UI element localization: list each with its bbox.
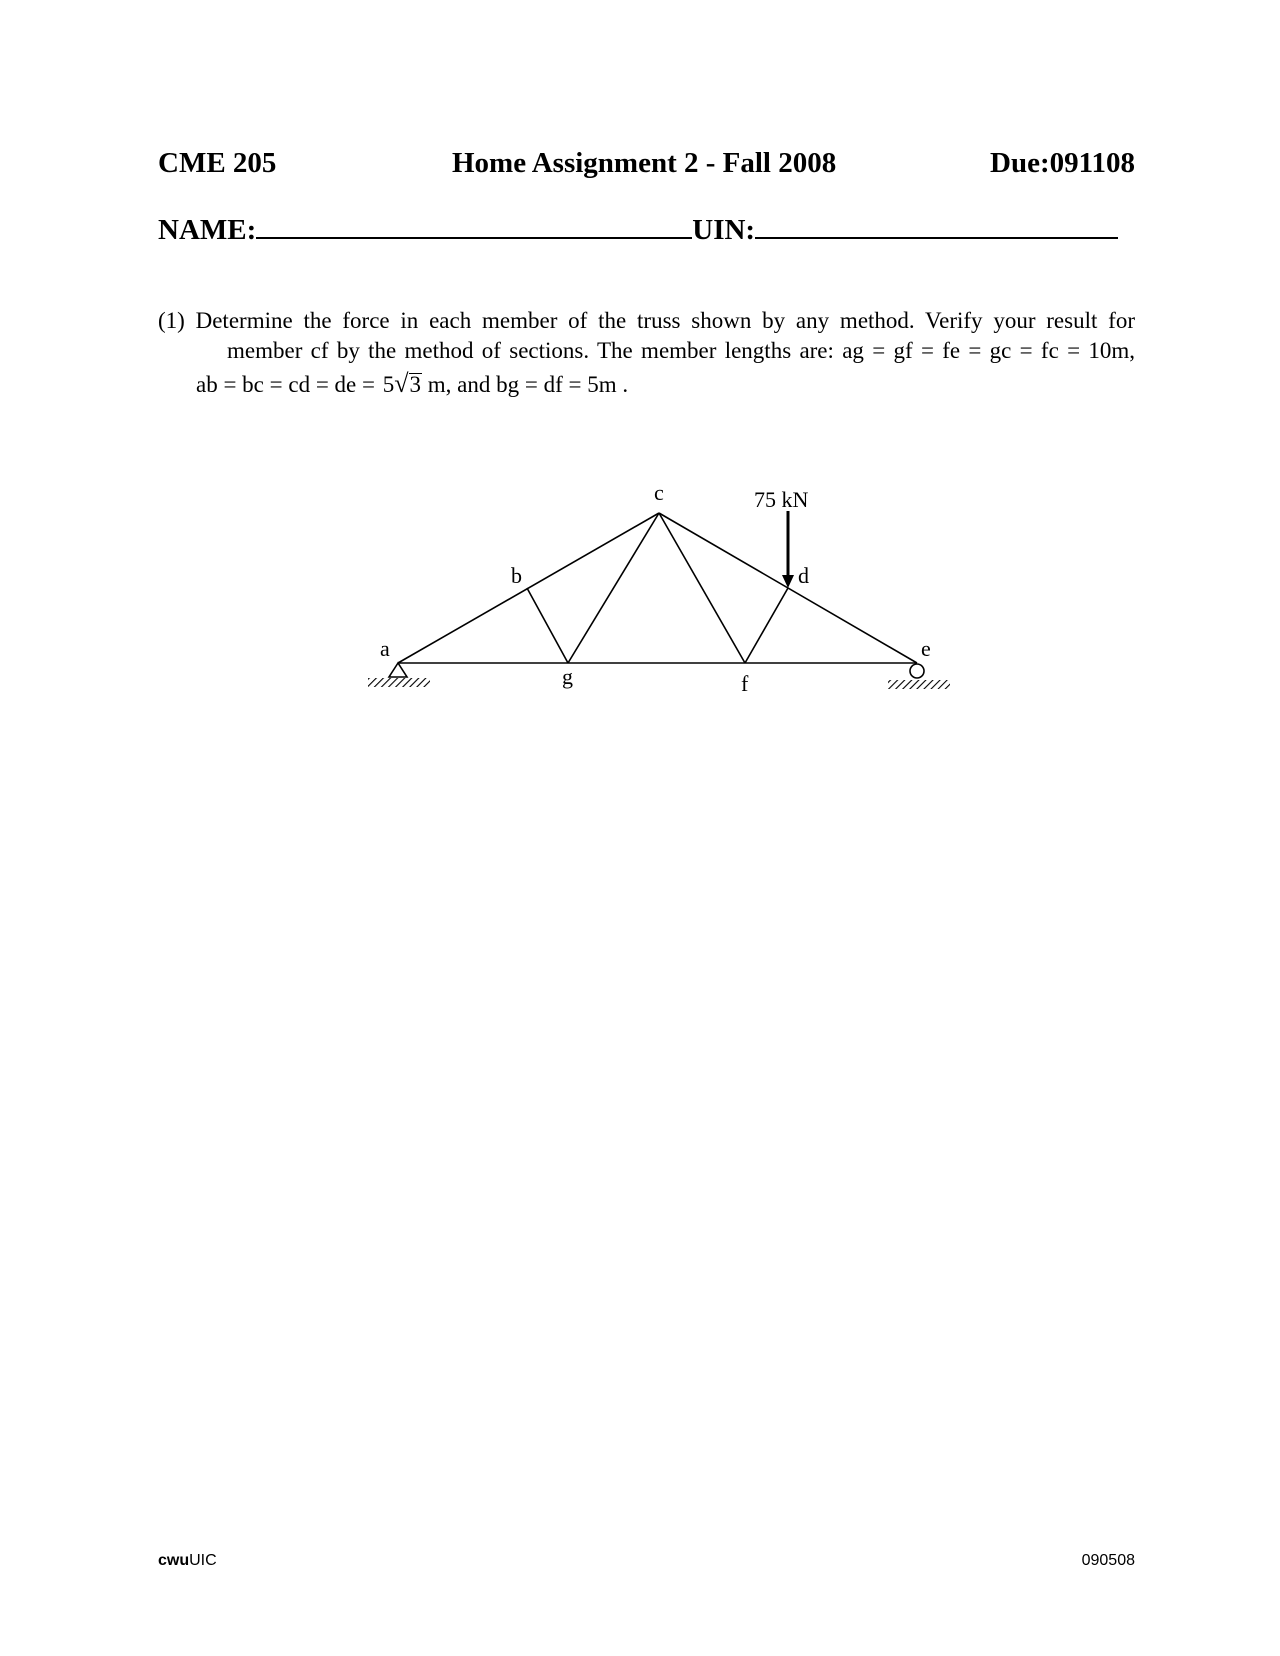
load-arrow-icon [782, 511, 794, 588]
problem-statement [158, 306, 1135, 400]
joint-label-c: c [654, 480, 664, 505]
name-label: NAME: [158, 214, 257, 246]
sqrt-radicand: 3 [409, 372, 421, 397]
header-row [158, 147, 1135, 187]
member-ce [659, 513, 917, 663]
uin-blank[interactable] [755, 213, 1118, 239]
footer-brand-bold: cwu [158, 1552, 190, 1569]
joint-label-a: a [380, 636, 390, 661]
sqrt-expression [381, 369, 422, 400]
problem-line-1: (1) Determine the force in each member of the truss shown by any method. Verify your result for [158, 308, 1135, 333]
problem-line-3 [158, 369, 1135, 400]
uin-label: UIN: [692, 214, 756, 246]
footer-brand-rest: UIC [189, 1552, 217, 1569]
due-date: Due:091108 [990, 147, 1135, 179]
name-blank[interactable] [256, 213, 692, 239]
line3-suffix: m, and bg = df = 5m . [422, 372, 629, 397]
sqrt-icon: √ [394, 369, 409, 398]
member-cf [659, 513, 745, 663]
assignment-title: Home Assignment 2 - Fall 2008 [452, 147, 837, 179]
roller-support-e [888, 664, 950, 689]
footer-brand [158, 1552, 217, 1570]
load-label: 75 kN [754, 487, 809, 512]
line3-prefix: ab = bc = cd = de = [196, 372, 381, 397]
member-ac [398, 513, 659, 663]
member-fd [745, 588, 788, 663]
member-bg [527, 588, 568, 663]
course-code: CME 205 [158, 147, 277, 179]
joint-label-e: e [921, 636, 931, 661]
student-info-row [158, 213, 1118, 247]
joint-label-f: f [741, 671, 749, 696]
problem-line-2: member cf by the method of sections. The member lengths are: ag = gf = fe = gc = fc = 10m, [227, 338, 1135, 363]
footer-code: 090508 [1081, 1552, 1135, 1569]
joint-label-d: d [798, 563, 809, 588]
joint-label-g: g [562, 664, 573, 689]
pin-support-a [368, 663, 430, 687]
member-gc [568, 513, 659, 663]
sqrt-coefficient: 5 [382, 372, 395, 397]
truss-members [398, 513, 917, 663]
joint-label-b: b [511, 563, 522, 588]
